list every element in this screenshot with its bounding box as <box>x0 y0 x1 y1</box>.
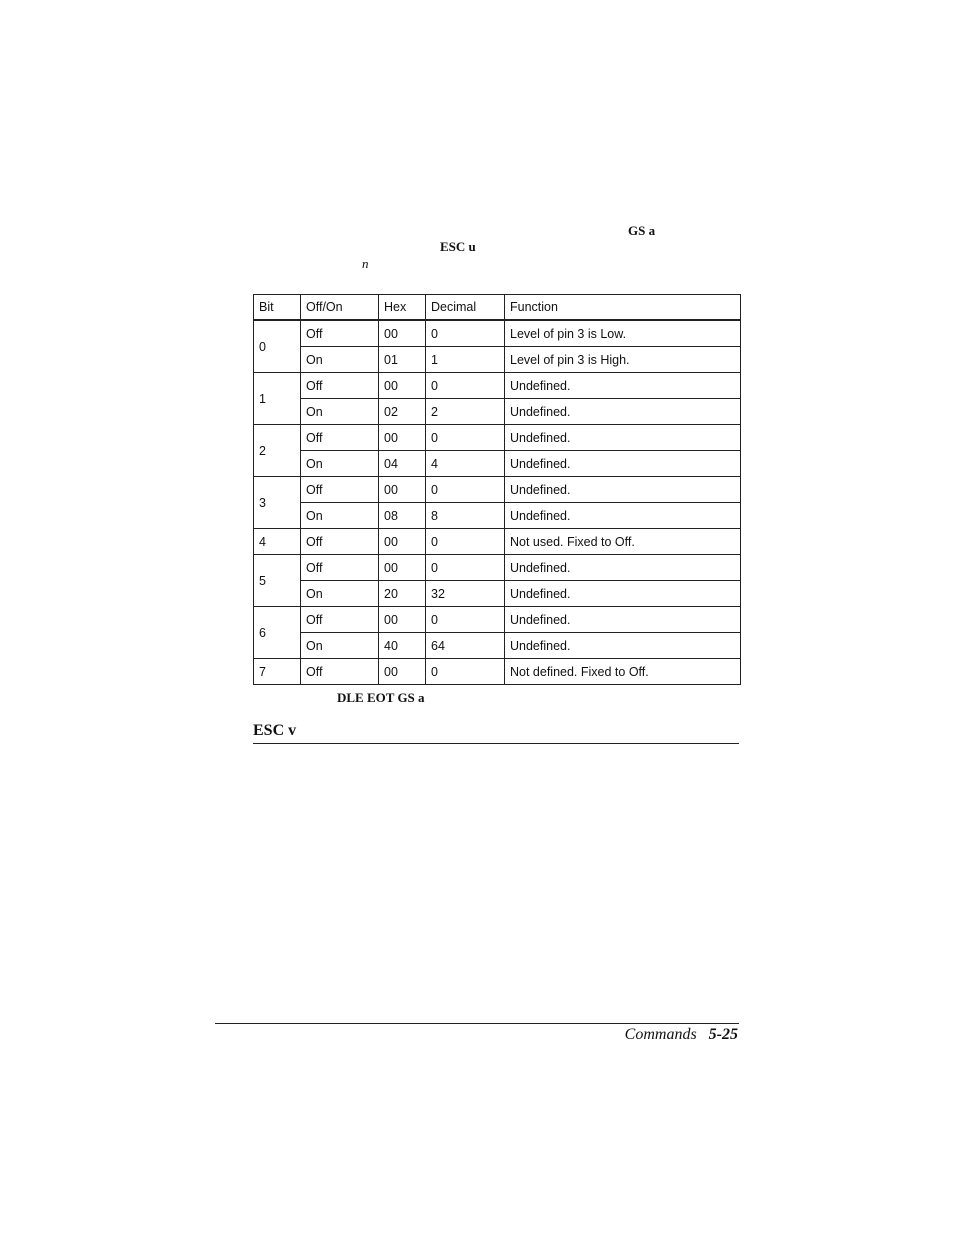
cell-decimal: 4 <box>426 451 505 477</box>
table-row <box>254 320 741 347</box>
table-row <box>254 503 741 529</box>
cell-decimal: 64 <box>426 633 505 659</box>
cell-off-on: Off <box>301 529 379 555</box>
cell-function: Undefined. <box>505 633 741 659</box>
cell-decimal: 0 <box>426 659 505 685</box>
cell-off-on: On <box>301 503 379 529</box>
cell-off-on: Off <box>301 320 379 347</box>
cell-decimal: 0 <box>426 529 505 555</box>
header-off-on: Off/On <box>301 295 379 321</box>
table-row <box>254 555 741 581</box>
cell-off-on: On <box>301 581 379 607</box>
cell-bit: 7 <box>254 659 301 685</box>
cell-hex: 00 <box>379 477 426 503</box>
cell-off-on: Off <box>301 477 379 503</box>
table-row <box>254 425 741 451</box>
cell-decimal: 0 <box>426 425 505 451</box>
cell-function: Not defined. Fixed to Off. <box>505 659 741 685</box>
cell-hex: 01 <box>379 347 426 373</box>
cell-function: Undefined. <box>505 425 741 451</box>
cell-function: Undefined. <box>505 477 741 503</box>
cell-bit: 4 <box>254 529 301 555</box>
cell-off-on: On <box>301 633 379 659</box>
cell-function: Undefined. <box>505 373 741 399</box>
header-hex: Hex <box>379 295 426 321</box>
footer-rule <box>215 1023 739 1024</box>
table-row <box>254 399 741 425</box>
cell-bit: 0 <box>254 320 301 373</box>
table-row <box>254 529 741 555</box>
cell-function: Undefined. <box>505 555 741 581</box>
cell-function: Undefined. <box>505 581 741 607</box>
table-row <box>254 451 741 477</box>
cell-off-on: On <box>301 399 379 425</box>
table-row <box>254 633 741 659</box>
cell-function: Not used. Fixed to Off. <box>505 529 741 555</box>
cell-hex: 00 <box>379 373 426 399</box>
cell-bit: 3 <box>254 477 301 529</box>
cell-hex: 00 <box>379 320 426 347</box>
header-bit: Bit <box>254 295 301 321</box>
cell-decimal: 0 <box>426 320 505 347</box>
parameter-n: n <box>362 256 369 271</box>
cell-function: Undefined. <box>505 607 741 633</box>
cell-decimal: 0 <box>426 477 505 503</box>
cell-function: Level of pin 3 is Low. <box>505 320 741 347</box>
page-footer <box>625 1025 738 1045</box>
cell-decimal: 8 <box>426 503 505 529</box>
table-header-row <box>254 295 741 321</box>
cell-hex: 00 <box>379 529 426 555</box>
table-row <box>254 347 741 373</box>
cell-hex: 02 <box>379 399 426 425</box>
command-ref-dle-eot-gs-a: DLE EOT GS a <box>337 690 425 705</box>
cell-hex: 00 <box>379 607 426 633</box>
cell-bit: 5 <box>254 555 301 607</box>
cell-decimal: 0 <box>426 555 505 581</box>
cell-off-on: Off <box>301 373 379 399</box>
cell-function: Undefined. <box>505 503 741 529</box>
cell-hex: 08 <box>379 503 426 529</box>
cell-function: Undefined. <box>505 399 741 425</box>
cell-hex: 00 <box>379 555 426 581</box>
cell-off-on: Off <box>301 425 379 451</box>
header-function: Function <box>505 295 741 321</box>
footer-page-number: 5-25 <box>708 1026 738 1043</box>
table-row <box>254 477 741 503</box>
cell-bit: 1 <box>254 373 301 425</box>
cell-hex: 04 <box>379 451 426 477</box>
cell-off-on: On <box>301 347 379 373</box>
cell-hex: 20 <box>379 581 426 607</box>
cell-decimal: 0 <box>426 373 505 399</box>
header-decimal: Decimal <box>426 295 505 321</box>
cell-hex: 40 <box>379 633 426 659</box>
table-row <box>254 607 741 633</box>
cell-off-on: On <box>301 451 379 477</box>
cell-decimal: 1 <box>426 347 505 373</box>
cell-off-on: Off <box>301 555 379 581</box>
cell-hex: 00 <box>379 425 426 451</box>
cell-off-on: Off <box>301 659 379 685</box>
cell-off-on: Off <box>301 607 379 633</box>
cell-decimal: 0 <box>426 607 505 633</box>
table-row <box>254 659 741 685</box>
table-body <box>254 320 741 685</box>
cell-function: Undefined. <box>505 451 741 477</box>
bit-function-table <box>253 294 741 685</box>
command-ref-gs-a: GS a <box>628 223 656 238</box>
cell-function: Level of pin 3 is High. <box>505 347 741 373</box>
footer-chapter: Commands <box>624 1026 697 1043</box>
table-row <box>254 373 741 399</box>
cell-bit: 6 <box>254 607 301 659</box>
command-ref-esc-u: ESC u <box>440 239 476 254</box>
section-title: ESC v <box>253 721 739 744</box>
cell-bit: 2 <box>254 425 301 477</box>
cell-decimal: 32 <box>426 581 505 607</box>
cell-hex: 00 <box>379 659 426 685</box>
table-row <box>254 581 741 607</box>
cell-decimal: 2 <box>426 399 505 425</box>
